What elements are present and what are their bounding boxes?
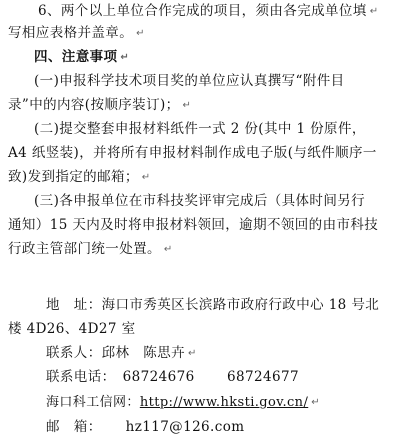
email-line	[46, 418, 244, 436]
contact-person: 联系人：邱林 陈思卉 ↵	[46, 345, 197, 361]
note-1-line-2: 录”中的内容(按顺序装订)； ↵	[8, 97, 192, 113]
address-line-2: 楼 4D26、4D27 室	[8, 321, 136, 337]
email-label: 邮 箱：	[46, 419, 102, 435]
paragraph-mark-icon: ↵	[136, 28, 145, 39]
website-link[interactable]: http://www.hksti.gov.cn/	[139, 395, 309, 410]
paragraph-mark-icon: ↵	[369, 6, 379, 17]
note-3-line-2: 通知）15 天内及时将申报材料领回，逾期不领回的由市科技	[8, 217, 379, 233]
paragraph-mark-icon: ↵	[311, 397, 320, 408]
paragraph-mark-icon: ↵	[188, 348, 197, 359]
note-1-line-1: (一)申报科学技术项目奖的单位应认真撰写“附件目	[34, 73, 345, 89]
website-label: 海口科工信网：	[46, 395, 140, 410]
item-6-line-1: 6、两个以上单位合作完成的项目，须由各完成单位填 ↵	[38, 3, 379, 19]
note-2-line-1: (二)提交整套申报材料纸件一式 2 份(其中 1 份原件，	[34, 121, 366, 137]
website-line	[46, 394, 320, 412]
contact-phone: 联系电话： 68724676 68724677	[46, 369, 299, 385]
address-line-1: 地 址：海口市秀英区长滨路市政府行政中心 18 号北	[46, 297, 380, 313]
paragraph-mark-icon: ↵	[182, 100, 192, 111]
item-6-line-2: 写相应表格并盖章。 ↵	[8, 25, 145, 41]
section-heading-notes: 四、注意事项 ↵	[34, 49, 130, 65]
paragraph-mark-icon: ↵	[120, 52, 130, 63]
note-2-line-3: 致)发到指定的邮箱； ↵	[8, 169, 151, 185]
email-address[interactable]: hz117@126.com	[125, 419, 245, 435]
note-2-line-2: A4 纸竖装)，并将所有申报材料制作成电子版(与纸件顺序一	[8, 145, 377, 161]
paragraph-mark-icon: ↵	[163, 244, 173, 255]
paragraph-mark-icon: ↵	[141, 172, 151, 183]
note-3-line-3: 行政主管部门统一处置。 ↵	[8, 241, 173, 257]
note-3-line-1: (三)各申报单位在市科技奖评审完成后（具体时间另行	[34, 193, 366, 209]
